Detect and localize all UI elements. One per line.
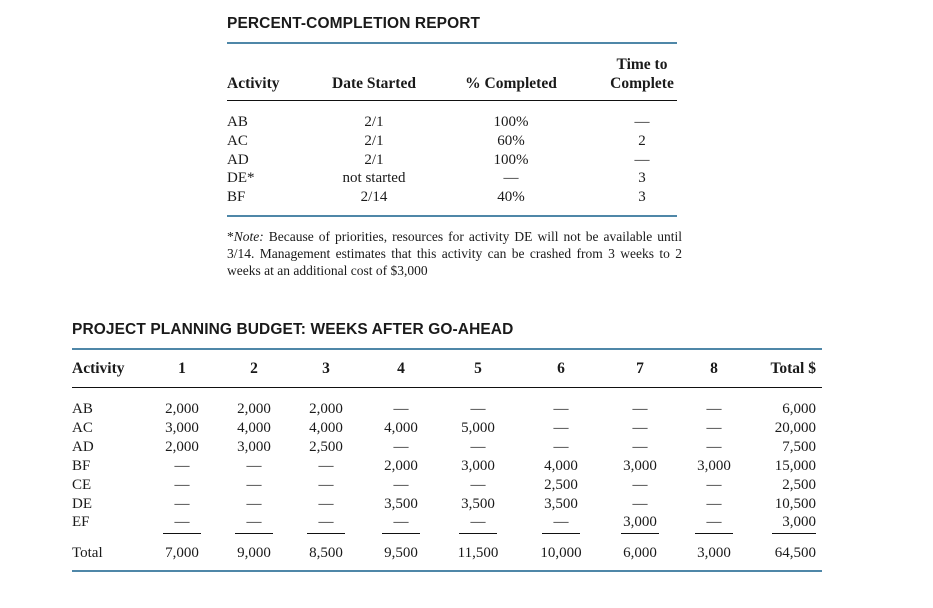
budget-cell-week: — [393, 438, 409, 455]
budget-cell-week: — [393, 514, 409, 531]
budget-cell-week: — [393, 401, 409, 417]
report-cell-activity: BF [227, 189, 246, 206]
budget-cell-activity: AD [72, 438, 94, 455]
report-title: PERCENT-COMPLETION REPORT [227, 15, 481, 32]
sum-underline [772, 533, 816, 534]
budget-cell-week: 2,500 [544, 476, 578, 493]
budget-cell-week: 3,500 [461, 495, 495, 512]
budget-cell-week: 3,000 [697, 457, 731, 474]
budget-cell-total: 6,000 [782, 401, 816, 417]
report-header-activity: Activity [227, 75, 280, 92]
sum-underline [695, 533, 733, 534]
budget-cell-week: — [706, 438, 722, 455]
report-cell-time: 2 [638, 132, 646, 149]
report-cell-time: 3 [638, 170, 646, 187]
budget-cell-week: — [470, 476, 486, 493]
budget-cell-week: — [632, 419, 648, 436]
report-cell-activity: AD [227, 151, 249, 168]
budget-cell-week: — [246, 457, 262, 474]
budget-header-week-2: 2 [250, 360, 258, 377]
budget-cell-week: — [706, 514, 722, 531]
budget-header-week-6: 6 [557, 360, 565, 377]
sum-underline [621, 533, 659, 534]
report-cell-time: — [634, 151, 650, 168]
budget-cell-week: — [470, 438, 486, 455]
budget-cell-week: — [706, 419, 722, 436]
budget-cell-week: — [246, 476, 262, 493]
report-header-rule [227, 100, 677, 101]
budget-cell-week: — [393, 476, 409, 493]
budget-cell-week: — [632, 401, 648, 417]
budget-cell-week: 4,000 [309, 419, 343, 436]
report-cell-date: 2/14 [360, 189, 388, 206]
budget-cell-week: 2,500 [309, 438, 343, 455]
budget-cell-total: 2,500 [782, 476, 816, 493]
budget-top-rule [72, 348, 822, 350]
budget-cell-week: 3,500 [384, 495, 418, 512]
report-header-date-started: Date Started [332, 75, 416, 92]
budget-cell-week: — [553, 438, 569, 455]
budget-cell-week: 2,000 [237, 401, 271, 417]
budget-total-label: Total [72, 545, 103, 561]
budget-cell-week: — [174, 495, 190, 512]
budget-cell-activity: BF [72, 457, 91, 474]
report-cell-completed: — [503, 170, 519, 187]
report-cell-date: 2/1 [364, 132, 384, 149]
budget-cell-week: — [246, 495, 262, 512]
budget-cell-week: — [553, 419, 569, 436]
report-bottom-rule [227, 215, 677, 217]
report-cell-time: 3 [638, 189, 646, 206]
budget-header-week-1: 1 [178, 360, 186, 377]
budget-cell-week: 4,000 [384, 419, 418, 436]
budget-total-cell: 7,000 [165, 545, 199, 561]
budget-cell-week: — [632, 495, 648, 512]
budget-cell-activity: CE [72, 476, 92, 493]
budget-cell-week: — [706, 476, 722, 493]
budget-cell-week: — [706, 401, 722, 417]
budget-total-cell: 3,000 [697, 545, 731, 561]
report-cell-activity: AB [227, 114, 248, 130]
budget-total-cell: 10,000 [540, 545, 582, 561]
sum-underline [459, 533, 497, 534]
budget-cell-week: 3,000 [461, 457, 495, 474]
budget-cell-total: 7,500 [782, 438, 816, 455]
sum-underline [382, 533, 420, 534]
budget-cell-week: 5,000 [461, 419, 495, 436]
budget-cell-week: — [318, 457, 334, 474]
budget-header-activity: Activity [72, 360, 125, 377]
budget-cell-week: — [553, 401, 569, 417]
budget-cell-total: 15,000 [774, 457, 816, 474]
budget-cell-week: 2,000 [384, 457, 418, 474]
budget-cell-week: 3,000 [623, 514, 657, 531]
budget-header-rule [72, 387, 822, 388]
budget-total-cell: 9,000 [237, 545, 271, 561]
report-cell-activity: DE* [227, 170, 255, 187]
budget-cell-week: 3,000 [623, 457, 657, 474]
budget-total-cell: 8,500 [309, 545, 343, 561]
sum-underline [542, 533, 580, 534]
sum-underline [163, 533, 201, 534]
report-cell-completed: 100% [493, 151, 529, 168]
budget-cell-week: 2,000 [165, 401, 199, 417]
budget-cell-week: — [553, 514, 569, 531]
budget-header-week-8: 8 [710, 360, 718, 377]
budget-cell-week: 3,000 [237, 438, 271, 455]
sum-underline [235, 533, 273, 534]
budget-total-cell: 6,000 [623, 545, 657, 561]
budget-cell-week: 2,000 [165, 438, 199, 455]
budget-cell-week: — [174, 457, 190, 474]
report-header-time-line2: Complete [610, 75, 674, 92]
budget-total-cell: 64,500 [774, 545, 816, 561]
budget-cell-activity: AB [72, 401, 93, 417]
report-top-rule [227, 42, 677, 44]
budget-cell-week: — [246, 514, 262, 531]
report-cell-date: not started [342, 170, 406, 187]
budget-cell-total: 10,500 [774, 495, 816, 512]
budget-header-week-4: 4 [397, 360, 405, 377]
budget-cell-week: 4,000 [237, 419, 271, 436]
budget-bottom-rule [72, 570, 822, 572]
budget-cell-week: — [632, 476, 648, 493]
report-cell-time: — [634, 114, 650, 130]
budget-header-week-3: 3 [322, 360, 330, 377]
budget-cell-week: — [174, 514, 190, 531]
budget-cell-week: — [318, 514, 334, 531]
budget-cell-total: 3,000 [782, 514, 816, 531]
budget-header-week-5: 5 [474, 360, 482, 377]
sum-underline [307, 533, 345, 534]
budget-cell-week: — [470, 401, 486, 417]
note-label: Note: [233, 229, 264, 244]
budget-header-week-7: 7 [636, 360, 644, 377]
budget-cell-activity: EF [72, 514, 90, 531]
budget-header-total: Total $ [770, 360, 816, 377]
report-header-completed: % Completed [465, 75, 557, 92]
budget-cell-week: — [706, 495, 722, 512]
report-cell-completed: 100% [493, 114, 529, 130]
budget-cell-activity: AC [72, 419, 93, 436]
report-cell-date: 2/1 [364, 151, 384, 168]
report-header-time-line1: Time to [616, 56, 668, 73]
budget-cell-week: — [470, 514, 486, 531]
budget-cell-week: 4,000 [544, 457, 578, 474]
note-text: Because of priorities, resources for activity DE will not be available until 3/14. Management estimates that this activity can be crashed from 3 weeks to 2 weeks at an additional cost of $3,000 [227, 229, 682, 278]
report-cell-completed: 60% [497, 132, 525, 149]
budget-cell-week: — [174, 476, 190, 493]
budget-cell-week: 3,000 [165, 419, 199, 436]
budget-cell-activity: DE [72, 495, 92, 512]
budget-cell-week: — [318, 495, 334, 512]
report-cell-activity: AC [227, 132, 248, 149]
budget-cell-total: 20,000 [774, 419, 816, 436]
budget-cell-week: — [318, 476, 334, 493]
budget-total-cell: 9,500 [384, 545, 418, 561]
report-cell-date: 2/1 [364, 114, 384, 130]
report-note [227, 228, 682, 279]
budget-cell-week: 2,000 [309, 401, 343, 417]
note-prefix: * [227, 229, 234, 244]
budget-cell-week: 3,500 [544, 495, 578, 512]
report-cell-completed: 40% [497, 189, 525, 206]
budget-cell-week: — [632, 438, 648, 455]
budget-total-cell: 11,500 [457, 545, 499, 561]
budget-title: PROJECT PLANNING BUDGET: WEEKS AFTER GO-AHEAD [72, 321, 514, 338]
